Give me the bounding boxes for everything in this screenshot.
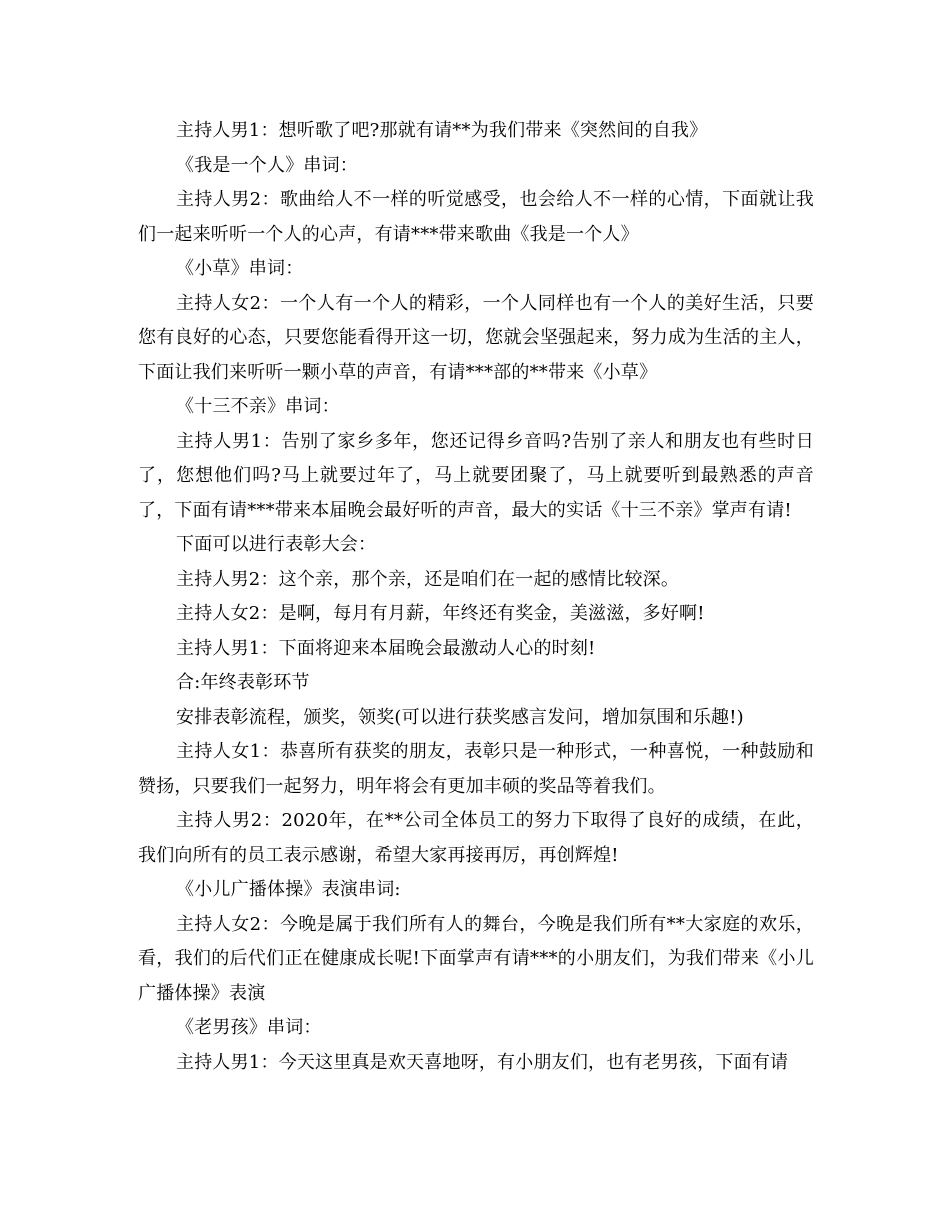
paragraph: 主持人男1：下面将迎来本届晚会最激动人心的时刻! bbox=[176, 637, 596, 659]
section-heading: 《小儿广播体操》表演串词: bbox=[176, 879, 401, 900]
paragraph: 安排表彰流程，颁奖，领奖(可以进行获奖感言发问，增加氛围和乐趣!) bbox=[176, 706, 744, 728]
paragraph: 主持人男1：今天这里真是欢天喜地呀，有小朋友们，也有老男孩，下面有请 bbox=[176, 1051, 789, 1073]
paragraph: 主持人男1：想听歌了吧?那就有请**为我们带来《突然间的自我》 bbox=[176, 120, 708, 141]
paragraph: 合:年终表彰环节 bbox=[176, 672, 310, 693]
paragraph: 主持人男2：2020年，在**公司全体员工的努力下取得了良好的成绩，在此，我们向所有的员工表示感谢，希望大家再接再厉，再创辉煌! bbox=[138, 810, 814, 866]
section-heading: 下面可以进行表彰大会： bbox=[176, 534, 377, 555]
paragraph: 主持人女2：一个人有一个人的精彩，一个人同样也有一个人的美好生活，只要您有良好的心态，只要您能看得开这一切，您就会坚强起来，努力成为生活的主人，下面让我们来听听一颗小草的声音，有请***部的**带来《小草》 bbox=[138, 292, 814, 383]
section-heading: 《我是一个人》串词： bbox=[176, 154, 358, 176]
section-heading: 《十三不亲》串词： bbox=[176, 396, 340, 417]
paragraph: 主持人男2：歌曲给人不一样的听觉感受，也会给人不一样的心情，下面就让我们一起来听听一个人的心声，有请***带来歌曲《我是一个人》 bbox=[138, 189, 814, 245]
paragraph: 主持人女2：今晚是属于我们所有人的舞台，今晚是我们所有**大家庭的欢乐，看，我们的后代们正在健康成长呢!下面掌声有请***的小朋友们，为我们带来《小儿广播体操》表演 bbox=[138, 913, 814, 1004]
section-heading: 《老男孩》串词： bbox=[176, 1017, 322, 1038]
paragraph: 主持人男2：这个亲，那个亲，还是咱们在一起的感情比较深。 bbox=[176, 568, 680, 590]
paragraph: 主持人女1：恭喜所有获奖的朋友，表彰只是一种形式，一种喜悦，一种鼓励和赞扬，只要我们一起努力，明年将会有更加丰硕的奖品等着我们。 bbox=[138, 741, 814, 797]
paragraph: 主持人女2：是啊，每月有月薪，年终还有奖金，美滋滋，多好啊! bbox=[176, 603, 705, 624]
paragraph: 主持人男1：告别了家乡多年，您还记得乡音吗?告别了亲人和朋友也有些时日了，您想他们吗?马上就要过年了，马上就要团聚了，马上就要听到最熟悉的声音了，下面有请***带来本届晚会最好听的声音，最大的实话《十三不亲》掌声有请! bbox=[138, 430, 814, 521]
section-heading: 《小草》串词： bbox=[176, 258, 304, 279]
